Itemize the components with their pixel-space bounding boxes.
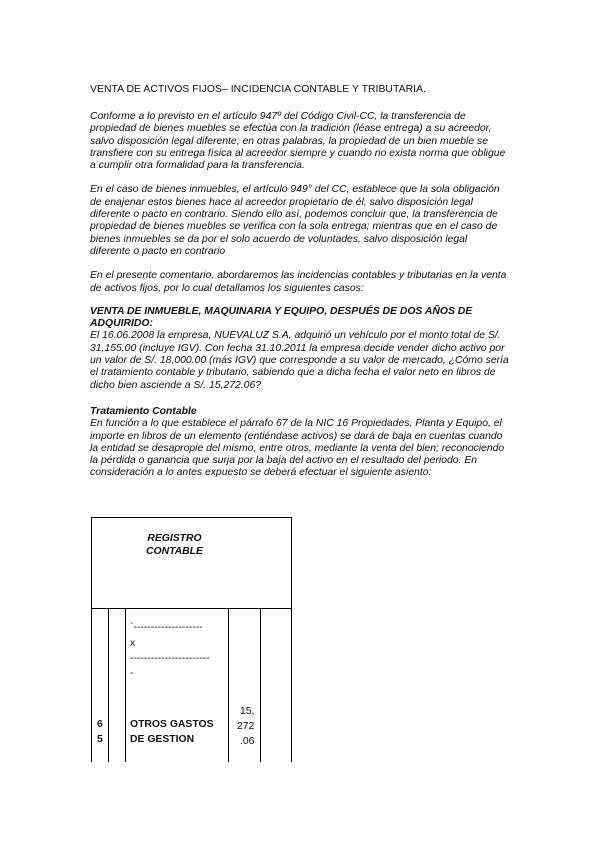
table-col-divider-3	[228, 608, 229, 762]
amount-line-1: 15,	[240, 706, 255, 717]
document-title: VENTA DE ACTIVOS FIJOS– INCIDENCIA CONTABLE Y TRIBUTARIA.	[90, 84, 426, 95]
separator-line-3: -----------------------	[130, 653, 210, 664]
sub-heading: Tratamiento Contable	[90, 405, 197, 417]
document-body	[90, 84, 510, 480]
table-header-line-2: CONTABLE	[146, 545, 203, 557]
separator-line-1: `--------------------	[130, 622, 203, 633]
table-header-divider	[91, 608, 292, 609]
accounting-table	[91, 517, 292, 762]
amount-line-3: .06	[240, 736, 255, 747]
separator-line-2: x	[130, 638, 136, 649]
table-col-divider-1	[108, 608, 109, 762]
paragraph-3: En el presente comentario, abordaremos las incidencias contables y tributarias en la venta de activos fijos, por lo cual detallamos los siguientes casos:	[90, 270, 507, 294]
table-header-line-1: REGISTRO	[147, 533, 202, 544]
table-border-right	[291, 517, 292, 762]
table-col-divider-2	[125, 608, 126, 762]
table-col-divider-4	[260, 608, 261, 762]
account-code-line-1: 6	[97, 719, 103, 730]
separator-line-4: -	[130, 668, 134, 679]
paragraph-2: En el caso de bienes inmuebles, el artículo 949° del CC, establece que la sola obligación de enajenar estos bienes hace al acreedor propietario de él, salvo disposición legal diferente o pacto en contrario. Siendo ello así, podemos concluir que, la transferencia de propiedad de bienes muebles se verifica con la sola entrega; mientras que en el caso de bienes inmuebles se da por el solo acuerdo de voluntades, salvo disposición legal diferente o pacto en contrario	[90, 184, 500, 257]
sub-body: En función a lo que establece el párrafo 67 de la NIC 16 Propiedades, Planta y Equipo, el importe en libros de un elemento (entiéndase activos) se dará de baja en cuentas cuando la entidad se desapropie del mismo, entre otros, mediante la venta del bien; reconociendo la pérdida o ganancia que surja por la baja del activo en el resultado del periodo. En consideración a lo antes expuesto se deberá efectuar el siguiente asiento:	[90, 418, 505, 479]
table-border-top	[91, 517, 292, 518]
paragraph-1: Conforme a lo previsto en el artículo 947º del Código Civil-CC, la transferencia de propiedad de bienes muebles se efectúa con la tradición (léase entrega) a su acreedor, salvo disposición legal diferente; en otras palabras, la propiedad de un bien mueble se transfiere con su entrega física al acreedor siempre y cuando no exista norma que obligue a cumplir otra formalidad para la transferencia.	[90, 111, 506, 172]
account-name-line-1: OTROS GASTOS	[130, 719, 214, 730]
case-heading: VENTA DE INMUEBLE, MAQUINARIA Y EQUIPO, DESPUÉS DE DOS AÑOS DE ADQUIRIDO:	[90, 305, 473, 330]
amount-line-2: 272	[237, 721, 255, 732]
account-name-line-2: DE GESTION	[130, 734, 195, 745]
account-code-line-2: 5	[97, 734, 103, 745]
table-header	[146, 533, 203, 558]
table-border-left	[91, 517, 92, 762]
case-body: El 16.06.2008 la empresa, NUEVALUZ S.A, adquirió un vehículo por el monto total de S/. 31,155.00 (incluye IGV). Con fecha 31.10.2011 la empresa decide vender dicho activo por un valor de S/. 18,000.00 (más IGV) que corresponde a su valor de mercado, ¿Cómo sería el tratamiento contable y tributario, sabiendo que a dicha fecha el valor neto en libros de dicho bien asciende a S/. 15,272.06?	[90, 330, 509, 391]
